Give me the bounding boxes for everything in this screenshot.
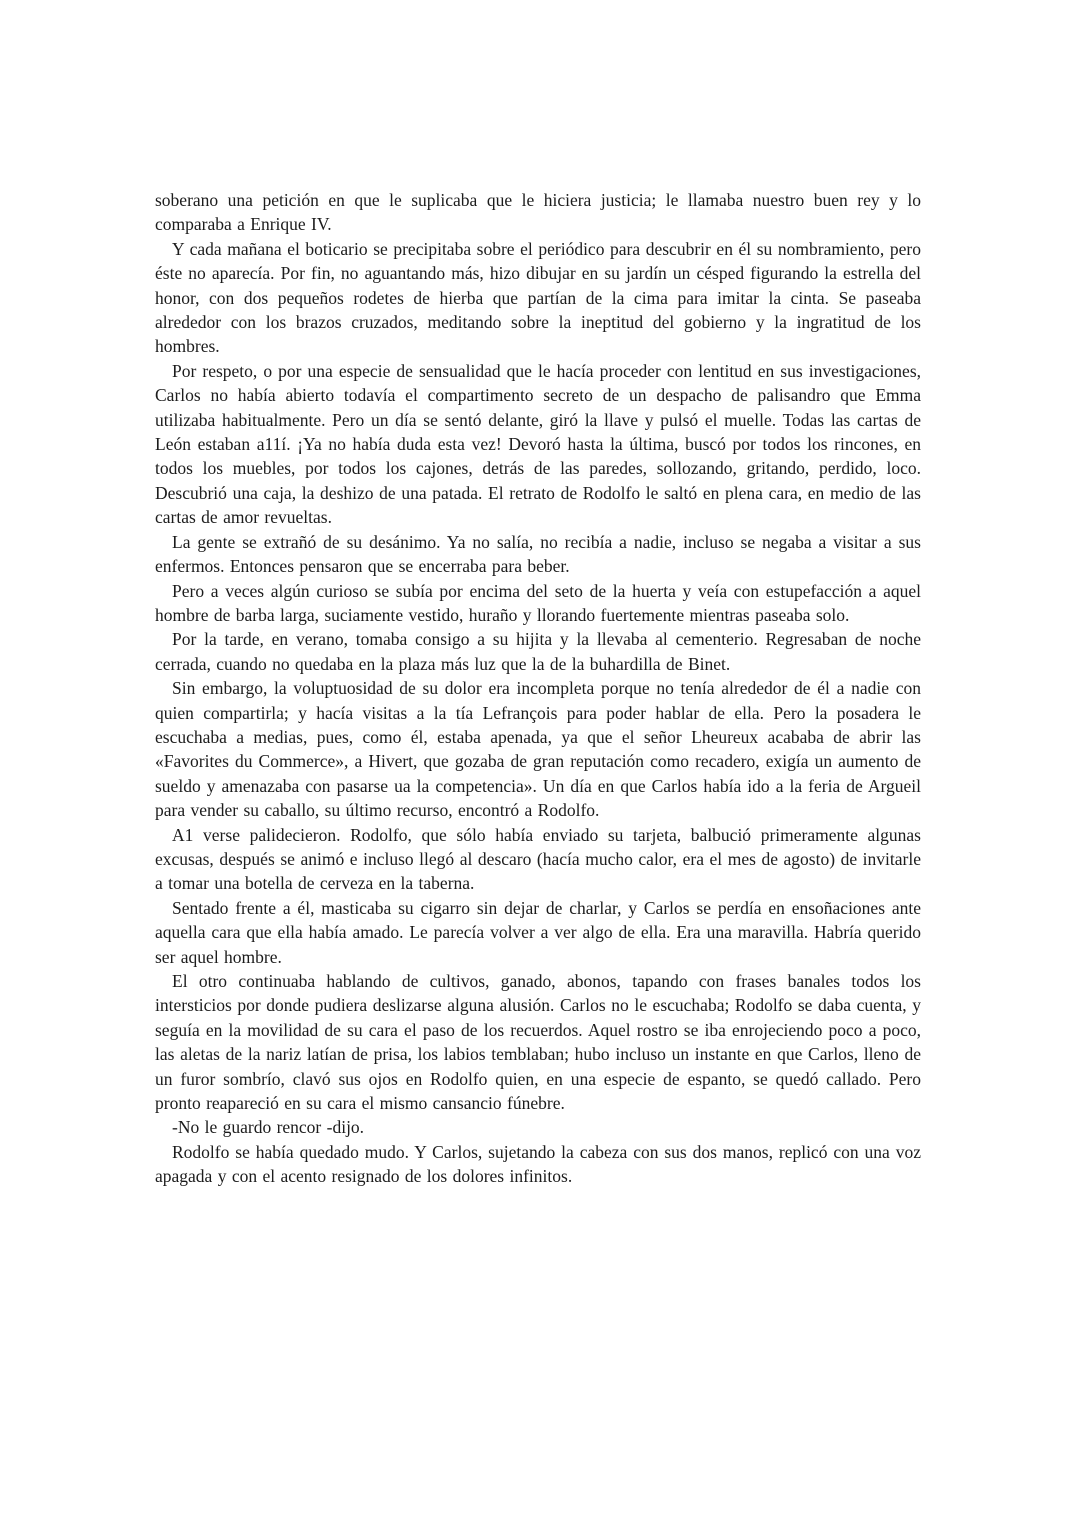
paragraph: Y cada mañana el boticario se precipitaba sobre el periódico para descubrir en él su nombramiento, pero éste no aparecía. Por fin, no aguantando más, hizo dibujar en su jardín un césped figurando la estrella del honor, con dos pequeños rodetes de hierba que partían de la cima para imitar la cinta. Se paseaba alrededor con los brazos cruzados, meditando sobre la ineptitud del gobierno y la ingratitud de los hombres. — [155, 238, 921, 357]
page-text — [155, 188, 921, 1189]
paragraph: Por respeto, o por una especie de sensualidad que le hacía proceder con lentitud en sus investigaciones, Carlos no había abierto todavía el compartimento secreto de un despacho de palisandro que Emma utilizaba habitualmente. Pero un día se sentó delante, giró la llave y pulsó el muelle. Todas las cartas de León estaban a11í. ¡Ya no había duda esta vez! Devoró hasta la última, buscó por todos los rincones, en todos los muebles, por todos los cajones, detrás de las paredes, sollozando, gritando, perdido, loco. Descubrió una caja, la deshizo de una patada. El retrato de Rodolfo le saltó en plena cara, en medio de las cartas de amor revueltas. — [155, 360, 921, 528]
paragraph: Por la tarde, en verano, tomaba consigo a su hijita y la llevaba al cementerio. Regresaban de noche cerrada, cuando no quedaba en la plaza más luz que la de la buhardilla de Binet. — [155, 629, 921, 674]
paragraph: A1 verse palidecieron. Rodolfo, que sólo había enviado su tarjeta, balbució primeramente algunas excusas, después se animó e incluso llegó al descaro (hacía mucho calor, era el mes de agosto) de invitarle a tomar una botella de cerveza en la taberna. — [155, 824, 921, 894]
paragraph: Sentado frente a él, masticaba su cigarro sin dejar de charlar, y Carlos se perdía en ensoñaciones ante aquella cara que ella había amado. Le parecía volver a ver algo de ella. Era una maravilla. Habría querido ser aquel hombre. — [155, 897, 921, 967]
paragraph: Rodolfo se había quedado mudo. Y Carlos, sujetando la cabeza con sus dos manos, replicó con una voz apagada y con el acento resignado de los dolores infinitos. — [155, 1141, 921, 1187]
paragraph: El otro continuaba hablando de cultivos, ganado, abonos, tapando con frases banales todos los intersticios por donde pudiera deslizarse alguna alusión. Carlos no le escuchaba; Rodolfo se daba cuenta, y seguía en la movilidad de su cara el paso de los recuerdos. Aquel rostro se iba enrojeciendo poco a poco, las aletas de la nariz latían de prisa, los labios temblaban; hubo incluso un instante en que Carlos, lleno de un furor sombrío, clavó sus ojos en Rodolfo quien, en una especie de espanto, se quedó callado. Pero pronto reapareció en su cara el mismo cansancio fúnebre. — [155, 971, 921, 1114]
paragraph: -No le guardo rencor -dijo. — [172, 1117, 365, 1138]
paragraph: soberano una petición en que le suplicaba que le hiciera justicia; le llamaba nuestro buen rey y lo comparaba a Enrique IV. — [155, 190, 921, 235]
paragraph: Pero a veces algún curioso se subía por encima del seto de la huerta y veía con estupefacción a aquel hombre de barba larga, suciamente vestido, huraño y llorando fuertemente mientras paseaba solo. — [155, 580, 921, 625]
paragraph: Sin embargo, la voluptuosidad de su dolor era incompleta porque no tenía alrededor de él a nadie con quien compartirla; y hacía visitas a la tía Lefrançois para poder hablar de ella. Pero la posadera le escuchaba a medias, pues, como él, estaba apenada, ya que el señor Lheureux acababa de abrir las «Favorites du Commerce», a Hivert, que gozaba de gran reputación como recadero, exigía un aumento de sueldo y amenazaba con pasarse ua la competencia». Un día en que Carlos había ido a la feria de Argueil para vender su caballo, su último recurso, encontró a Rodolfo. — [155, 678, 921, 821]
paragraph: La gente se extrañó de su desánimo. Ya no salía, no recibía a nadie, incluso se negaba a visitar a sus enfermos. Entonces pensaron que se encerraba para beber. — [155, 531, 921, 577]
